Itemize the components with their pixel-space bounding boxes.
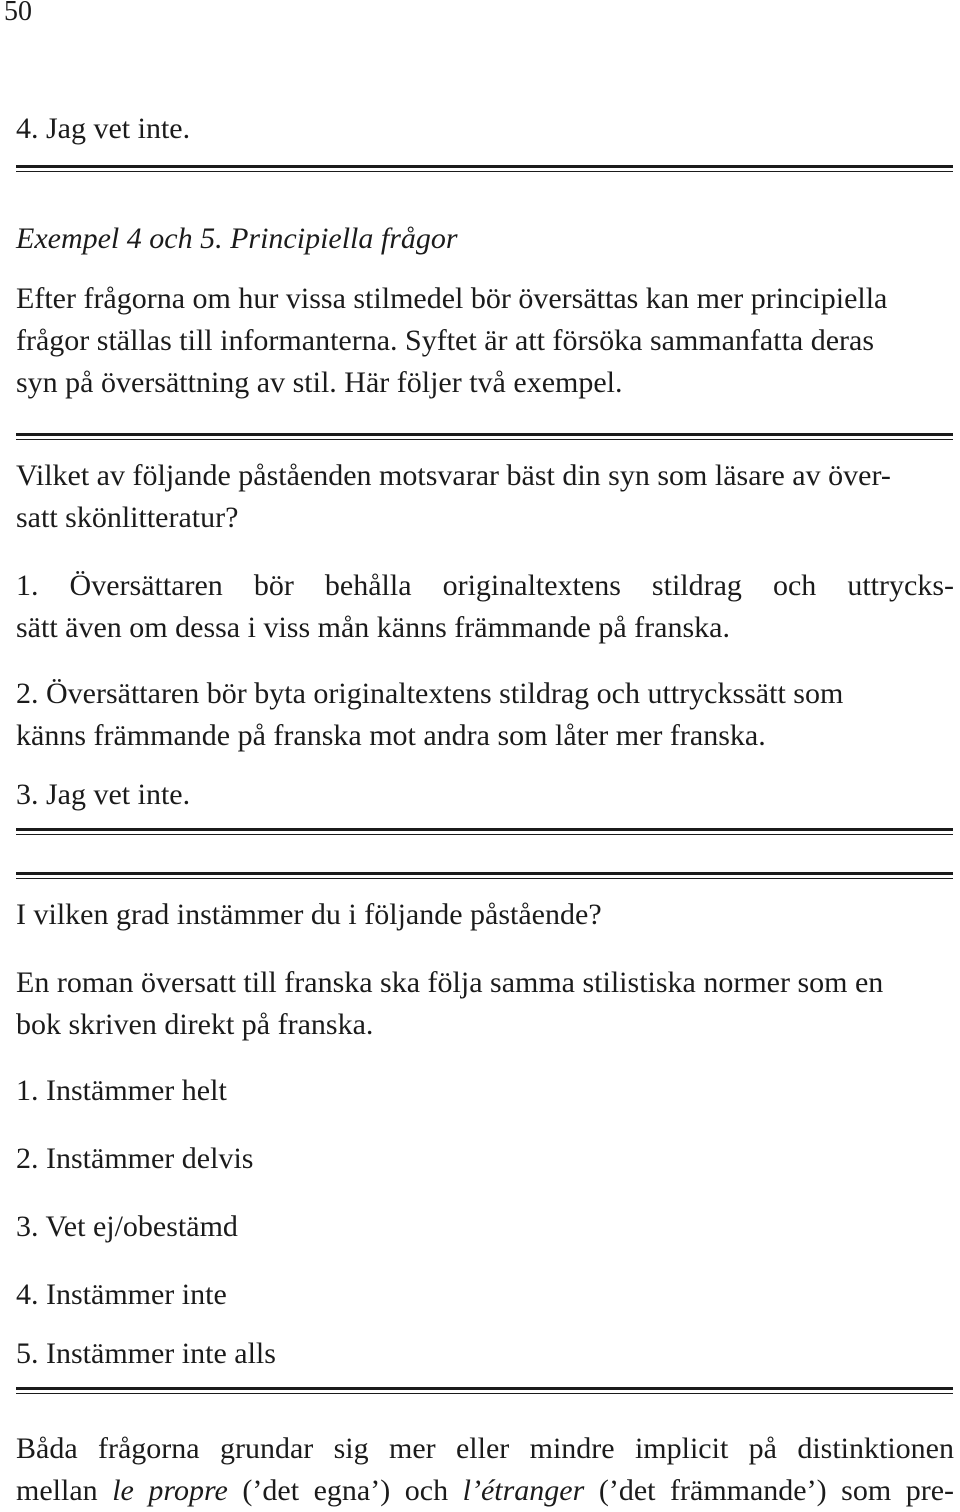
- section-rule-2: [16, 433, 953, 440]
- intro-line-2: frågor ställas till informanterna. Syftet är att försöka sammanfatta deras: [16, 324, 875, 357]
- closing-line-2: [16, 1470, 954, 1512]
- intro-line-3: syn på översättning av stil. Här följer två exempel.: [16, 366, 623, 399]
- question-5-option-4: 4. Instämmer inte: [16, 1278, 227, 1311]
- closing-text-post: (’det främmande’) som pre-: [584, 1474, 955, 1507]
- intro-line-1: Efter frågorna om hur vissa stilmedel bör översättas kan mer principiella: [16, 282, 888, 315]
- question-5-option-3: 3. Vet ej/obestämd: [16, 1210, 238, 1243]
- question-5-statement-line-2: bok skriven direkt på franska.: [16, 1008, 374, 1041]
- question-4-option-1-line-1: 1. Översättaren bör behålla originaltextens stildrag och uttrycks-: [16, 569, 954, 602]
- question-4-option-2-line-2: känns främmande på franska mot andra som låter mer franska.: [16, 719, 766, 752]
- section-rule-1: [16, 165, 953, 172]
- question-5-option-1: 1. Instämmer helt: [16, 1074, 227, 1107]
- question-5: I vilken grad instämmer du i följande påstående?: [16, 898, 602, 931]
- section-rule-5: [16, 1387, 953, 1394]
- section-rule-3: [16, 828, 953, 835]
- page-number: 50: [4, 0, 32, 27]
- closing-text-mid: (’det egna’) och: [227, 1474, 463, 1507]
- previous-option-4: 4. Jag vet inte.: [16, 112, 191, 145]
- question-5-option-5: 5. Instämmer inte alls: [16, 1337, 276, 1370]
- question-4-option-3: 3. Jag vet inte.: [16, 778, 191, 811]
- question-4-line-2: satt skönlitteratur?: [16, 501, 239, 534]
- example-heading: Exempel 4 och 5. Principiella frågor: [16, 222, 458, 255]
- term-le-propre: le propre: [112, 1474, 228, 1507]
- term-l-etranger: l’étranger: [462, 1474, 585, 1507]
- section-rule-4: [16, 872, 953, 879]
- question-5-statement-line-1: En roman översatt till franska ska följa samma stilistiska normer som en: [16, 966, 884, 999]
- question-4-option-1-line-2: sätt även om dessa i viss mån känns främmande på franska.: [16, 611, 730, 644]
- closing-line-1: Båda frågorna grundar sig mer eller mindre implicit på distinktionen: [16, 1432, 954, 1465]
- question-5-option-2: 2. Instämmer delvis: [16, 1142, 254, 1175]
- closing-text-pre: mellan: [16, 1474, 113, 1507]
- question-4-option-2-line-1: 2. Översättaren bör byta originaltextens stildrag och uttryckssätt som: [16, 677, 844, 710]
- question-4-line-1: Vilket av följande påståenden motsvarar bäst din syn som läsare av över-: [16, 459, 891, 492]
